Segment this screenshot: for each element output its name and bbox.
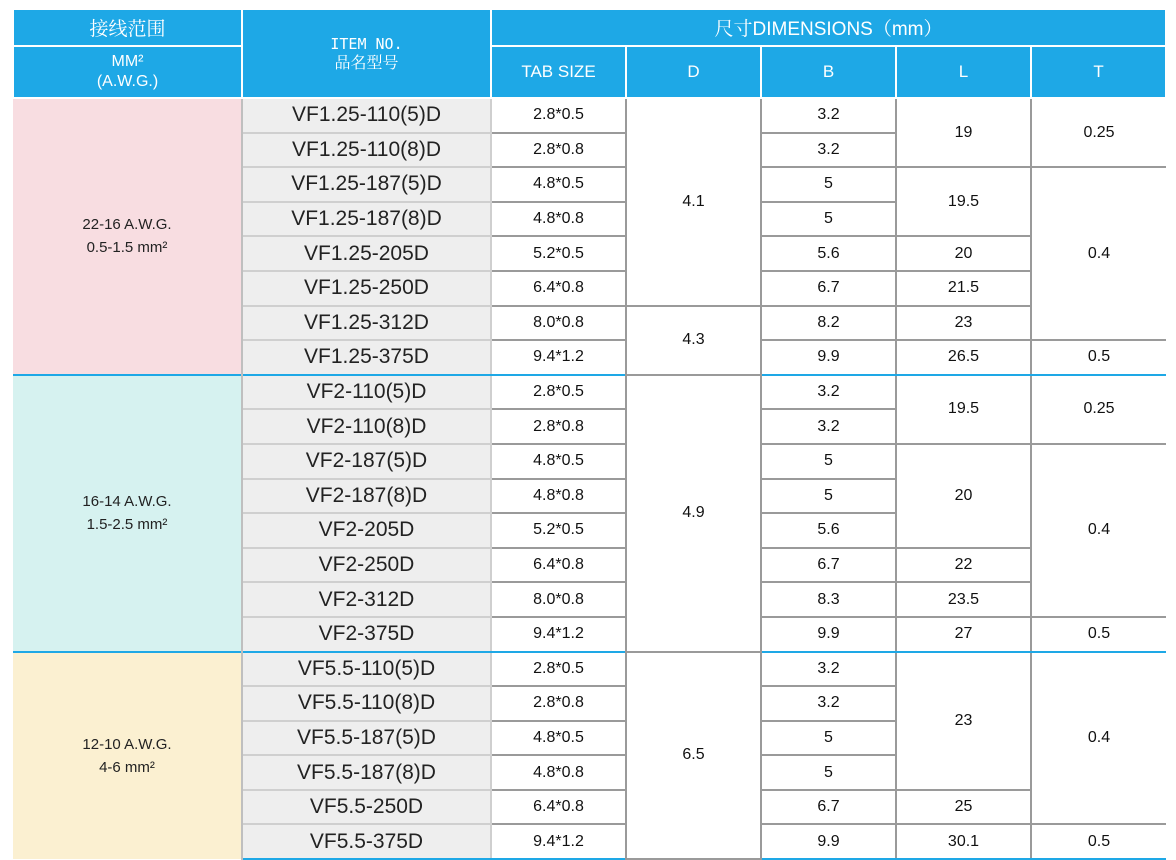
dim-b: 5	[761, 721, 896, 756]
item-no: VF2-110(8)D	[242, 409, 491, 444]
dim-b: 5	[761, 202, 896, 237]
header-dimensions-title: 尺寸DIMENSIONS（mm）	[491, 9, 1166, 46]
tab-size: 2.8*0.5	[491, 375, 626, 410]
dim-b: 5.6	[761, 513, 896, 548]
item-no: VF1.25-250D	[242, 271, 491, 306]
dim-t: 0.5	[1031, 617, 1166, 652]
tab-size: 4.8*0.5	[491, 444, 626, 479]
tab-size: 4.8*0.8	[491, 202, 626, 237]
dim-l: 19.5	[896, 167, 1031, 236]
dim-l: 19.5	[896, 375, 1031, 444]
tab-size: 5.2*0.5	[491, 513, 626, 548]
item-no: VF1.25-312D	[242, 306, 491, 341]
item-no: VF5.5-110(8)D	[242, 686, 491, 721]
dim-d: 4.3	[626, 306, 761, 375]
dim-b: 3.2	[761, 375, 896, 410]
tab-size: 2.8*0.8	[491, 409, 626, 444]
tab-size: 6.4*0.8	[491, 271, 626, 306]
tab-size: 8.0*0.8	[491, 306, 626, 341]
wire-range-cell	[13, 98, 242, 375]
tab-size: 6.4*0.8	[491, 790, 626, 825]
header-item-cn: 品名型号	[334, 54, 399, 72]
tab-size: 2.8*0.8	[491, 686, 626, 721]
dim-b: 8.3	[761, 582, 896, 617]
dim-b: 6.7	[761, 790, 896, 825]
dim-b: 3.2	[761, 686, 896, 721]
wire-range-awg: 12-10 A.W.G.	[82, 735, 172, 753]
tab-size: 4.8*0.8	[491, 755, 626, 790]
wire-range-mm: 4-6 mm²	[99, 758, 155, 776]
dim-l: 20	[896, 444, 1031, 548]
header-col-t: T	[1031, 46, 1166, 98]
item-no: VF1.25-205D	[242, 236, 491, 271]
wire-range-cell	[13, 652, 242, 860]
dim-l: 20	[896, 236, 1031, 271]
dim-l: 30.1	[896, 824, 1031, 859]
dim-t: 0.25	[1031, 375, 1166, 444]
dim-l: 21.5	[896, 271, 1031, 306]
tab-size: 9.4*1.2	[491, 617, 626, 652]
dim-d: 4.1	[626, 98, 761, 306]
dim-b: 3.2	[761, 409, 896, 444]
dim-b: 9.9	[761, 824, 896, 859]
tab-size: 8.0*0.8	[491, 582, 626, 617]
dim-l: 27	[896, 617, 1031, 652]
dim-b: 5.6	[761, 236, 896, 271]
item-no: VF2-250D	[242, 548, 491, 583]
dim-t: 0.5	[1031, 824, 1166, 859]
item-no: VF2-187(8)D	[242, 479, 491, 514]
header-range-title: 接线范围	[13, 9, 242, 46]
dim-b: 5	[761, 444, 896, 479]
dim-l: 23	[896, 306, 1031, 341]
wire-range-awg: 16-14 A.W.G.	[82, 493, 172, 511]
tab-size: 2.8*0.5	[491, 98, 626, 133]
item-no: VF1.25-187(8)D	[242, 202, 491, 237]
terminal-spec-table	[12, 8, 1167, 860]
dim-b: 8.2	[761, 306, 896, 341]
dim-b: 9.9	[761, 340, 896, 375]
dim-b: 3.2	[761, 133, 896, 168]
dim-b: 3.2	[761, 98, 896, 133]
dim-b: 6.7	[761, 548, 896, 583]
dim-b: 5	[761, 755, 896, 790]
header-range-units	[13, 46, 242, 98]
dim-l: 25	[896, 790, 1031, 825]
item-no: VF2-187(5)D	[242, 444, 491, 479]
item-no: VF5.5-110(5)D	[242, 652, 491, 687]
header-col-tab-size: TAB SIZE	[491, 46, 626, 98]
dim-b: 3.2	[761, 652, 896, 687]
dim-d: 6.5	[626, 652, 761, 860]
dim-t: 0.25	[1031, 98, 1166, 167]
tab-size: 2.8*0.8	[491, 133, 626, 168]
dim-t: 0.4	[1031, 167, 1166, 340]
dim-l: 19	[896, 98, 1031, 167]
wire-range-awg: 22-16 A.W.G.	[82, 216, 172, 234]
tab-size: 2.8*0.5	[491, 652, 626, 687]
wire-range-mm: 1.5-2.5 mm²	[86, 516, 168, 534]
tab-size: 5.2*0.5	[491, 236, 626, 271]
wire-range-mm: 0.5-1.5 mm²	[86, 239, 168, 257]
dim-b: 6.7	[761, 271, 896, 306]
tab-size: 4.8*0.5	[491, 167, 626, 202]
dim-l: 26.5	[896, 340, 1031, 375]
tab-size: 9.4*1.2	[491, 340, 626, 375]
item-no: VF1.25-110(8)D	[242, 133, 491, 168]
header-item-no	[242, 9, 491, 98]
dim-b: 5	[761, 479, 896, 514]
table-row	[13, 98, 1166, 133]
header-col-l: L	[896, 46, 1031, 98]
table-row	[13, 652, 1166, 687]
dim-t: 0.4	[1031, 444, 1166, 617]
item-no: VF5.5-250D	[242, 790, 491, 825]
dim-d: 4.9	[626, 375, 761, 652]
dim-t: 0.5	[1031, 340, 1166, 375]
item-no: VF1.25-187(5)D	[242, 167, 491, 202]
dim-b: 9.9	[761, 617, 896, 652]
wire-range-cell	[13, 375, 242, 652]
dim-b: 5	[761, 167, 896, 202]
header-col-b: B	[761, 46, 896, 98]
item-no: VF1.25-375D	[242, 340, 491, 375]
header-col-d: D	[626, 46, 761, 98]
item-no: VF2-312D	[242, 582, 491, 617]
item-no: VF5.5-375D	[242, 824, 491, 859]
header-range-mm: MM²	[111, 53, 144, 70]
table-row	[13, 375, 1166, 410]
tab-size: 4.8*0.5	[491, 721, 626, 756]
header-item-en: ITEM NO.	[330, 34, 403, 53]
dim-t: 0.4	[1031, 652, 1166, 825]
item-no: VF1.25-110(5)D	[242, 98, 491, 133]
dim-l: 22	[896, 548, 1031, 583]
item-no: VF2-375D	[242, 617, 491, 652]
item-no: VF5.5-187(8)D	[242, 755, 491, 790]
item-no: VF5.5-187(5)D	[242, 721, 491, 756]
tab-size: 4.8*0.8	[491, 479, 626, 514]
dim-l: 23.5	[896, 582, 1031, 617]
tab-size: 9.4*1.2	[491, 824, 626, 859]
dim-l: 23	[896, 652, 1031, 790]
item-no: VF2-110(5)D	[242, 375, 491, 410]
item-no: VF2-205D	[242, 513, 491, 548]
tab-size: 6.4*0.8	[491, 548, 626, 583]
header-range-awg: (A.W.G.)	[96, 73, 159, 90]
